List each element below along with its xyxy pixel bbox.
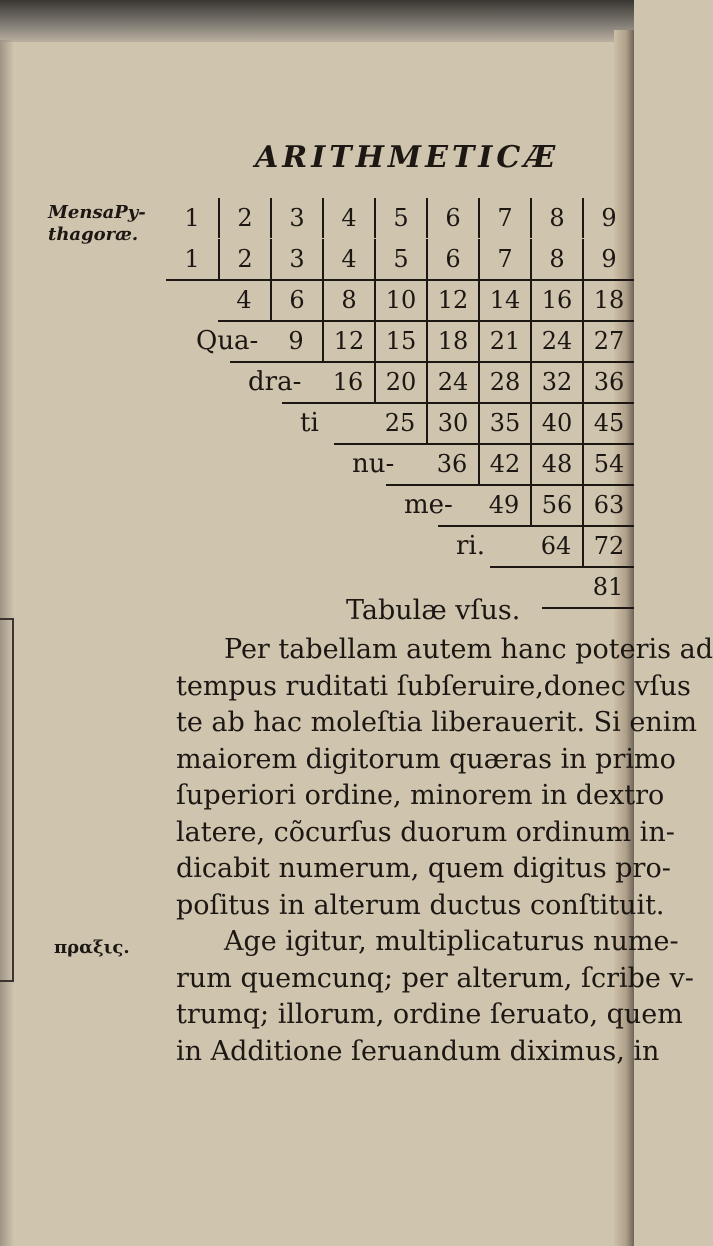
- table-row: [166, 485, 634, 527]
- text-line: tempus ruditati ſubſeruire,donec vſus: [176, 670, 691, 702]
- text-line: rum quemcunq; per alterum, ſcribe v-: [176, 962, 694, 994]
- table-cell: 6: [270, 280, 322, 320]
- table-cell: 24: [426, 362, 478, 402]
- table-row: [166, 239, 634, 281]
- table-cell: 64: [540, 532, 572, 560]
- table-cell: 5: [374, 239, 426, 279]
- table-cell: 18: [582, 280, 634, 320]
- table-cell: 1: [184, 245, 200, 273]
- section-heading: Tabulæ vſus.: [346, 595, 521, 626]
- text-line: maiorem digitorum quæras in primo: [176, 743, 676, 775]
- table-cell: 6: [426, 239, 478, 279]
- table-cell: 21: [478, 321, 530, 361]
- table-row: [166, 526, 634, 568]
- text-line: latere, cõcurſus duorum ordinum in-: [176, 816, 675, 848]
- table-cell: 56: [530, 485, 582, 525]
- table-cell: 45: [582, 403, 634, 443]
- table-cell: 9: [288, 327, 304, 355]
- text-line: te ab hac moleſtia liberauerit. Si enim: [176, 707, 697, 738]
- table-row: [166, 321, 634, 363]
- table-header-cell: 4: [322, 198, 374, 238]
- margin-note-line: thagoræ.: [48, 224, 139, 245]
- table-row-label: ti: [300, 408, 319, 438]
- table-cell: 4: [322, 239, 374, 279]
- table-cell: 16: [332, 368, 364, 396]
- folded-leaf-outline: [0, 618, 14, 982]
- table-header-cell: 9: [582, 198, 634, 238]
- table-cell: 12: [322, 321, 374, 361]
- table-cell: 63: [582, 485, 634, 525]
- table-row: [166, 280, 634, 322]
- table-cell: 40: [530, 403, 582, 443]
- table-cell: 35: [478, 403, 530, 443]
- table-cell: 14: [478, 280, 530, 320]
- table-cell: 27: [582, 321, 634, 361]
- table-header-row: [166, 198, 634, 240]
- table-cell: 36: [436, 450, 468, 478]
- margin-note-mensa-pythagorae: [48, 202, 168, 246]
- table-cell: 30: [426, 403, 478, 443]
- table-cell: 18: [426, 321, 478, 361]
- table-header-cell: 7: [478, 198, 530, 238]
- text-line: Per tabellam autem hanc poteris ad: [224, 634, 713, 665]
- text-line: ſuperiori ordine, minorem in dextro: [176, 780, 665, 811]
- table-header-cell: 2: [218, 198, 270, 238]
- table-cell: 2: [218, 239, 270, 279]
- table-cell: 25: [384, 409, 416, 437]
- table-cell: 72: [582, 526, 634, 566]
- margin-note-praxis: πραξις.: [54, 937, 130, 958]
- table-row-label: dra-: [248, 367, 302, 397]
- margin-note-line: MensaPy-: [48, 202, 146, 223]
- table-cell: 15: [374, 321, 426, 361]
- table-cell: 10: [374, 280, 426, 320]
- table-cell: 54: [582, 444, 634, 484]
- book-top-edge: [0, 0, 634, 42]
- table-cell: 9: [582, 239, 634, 279]
- table-cell: 48: [530, 444, 582, 484]
- text-line: in Additione ſeruandum diximus, in: [176, 1035, 660, 1067]
- running-head: ARITHMETICÆ: [255, 140, 560, 175]
- table-cell: 3: [270, 239, 322, 279]
- table-row: [166, 403, 634, 445]
- text-line: dicabit numerum, quem digitus pro-: [176, 853, 671, 884]
- table-cell: 81: [592, 573, 624, 601]
- table-cell: 8: [530, 239, 582, 279]
- table-cell: 20: [374, 362, 426, 402]
- text-line: poſitus in alterum ductus conſtituit.: [176, 889, 665, 921]
- table-header-cell: 3: [270, 198, 322, 238]
- table-row-label: nu-: [352, 449, 395, 479]
- table-cell: 7: [478, 239, 530, 279]
- table-row-label: Qua-: [196, 326, 259, 356]
- table-row-label: ri.: [456, 531, 486, 561]
- table-cell: 12: [426, 280, 478, 320]
- table-cell: 28: [478, 362, 530, 402]
- text-line: Age igitur, multiplicaturus nume-: [224, 926, 679, 957]
- table-cell: 16: [530, 280, 582, 320]
- table-row: [166, 444, 634, 486]
- body-text: [176, 592, 713, 1070]
- table-header-cell: 8: [530, 198, 582, 238]
- table-cell: 32: [530, 362, 582, 402]
- table-cell: 8: [322, 280, 374, 320]
- table-row: [166, 362, 634, 404]
- table-header-cell: 1: [184, 204, 200, 232]
- table-cell: 36: [582, 362, 634, 402]
- table-row-label: me-: [404, 490, 453, 520]
- table-cell: 4: [236, 286, 252, 314]
- text-line: trumq; illorum, ordine ſeruato, quem: [176, 999, 683, 1030]
- table-header-cell: 5: [374, 198, 426, 238]
- table-cell: 42: [478, 444, 530, 484]
- table-cell: 49: [488, 491, 520, 519]
- table-cell: 24: [530, 321, 582, 361]
- table-header-cell: 6: [426, 198, 478, 238]
